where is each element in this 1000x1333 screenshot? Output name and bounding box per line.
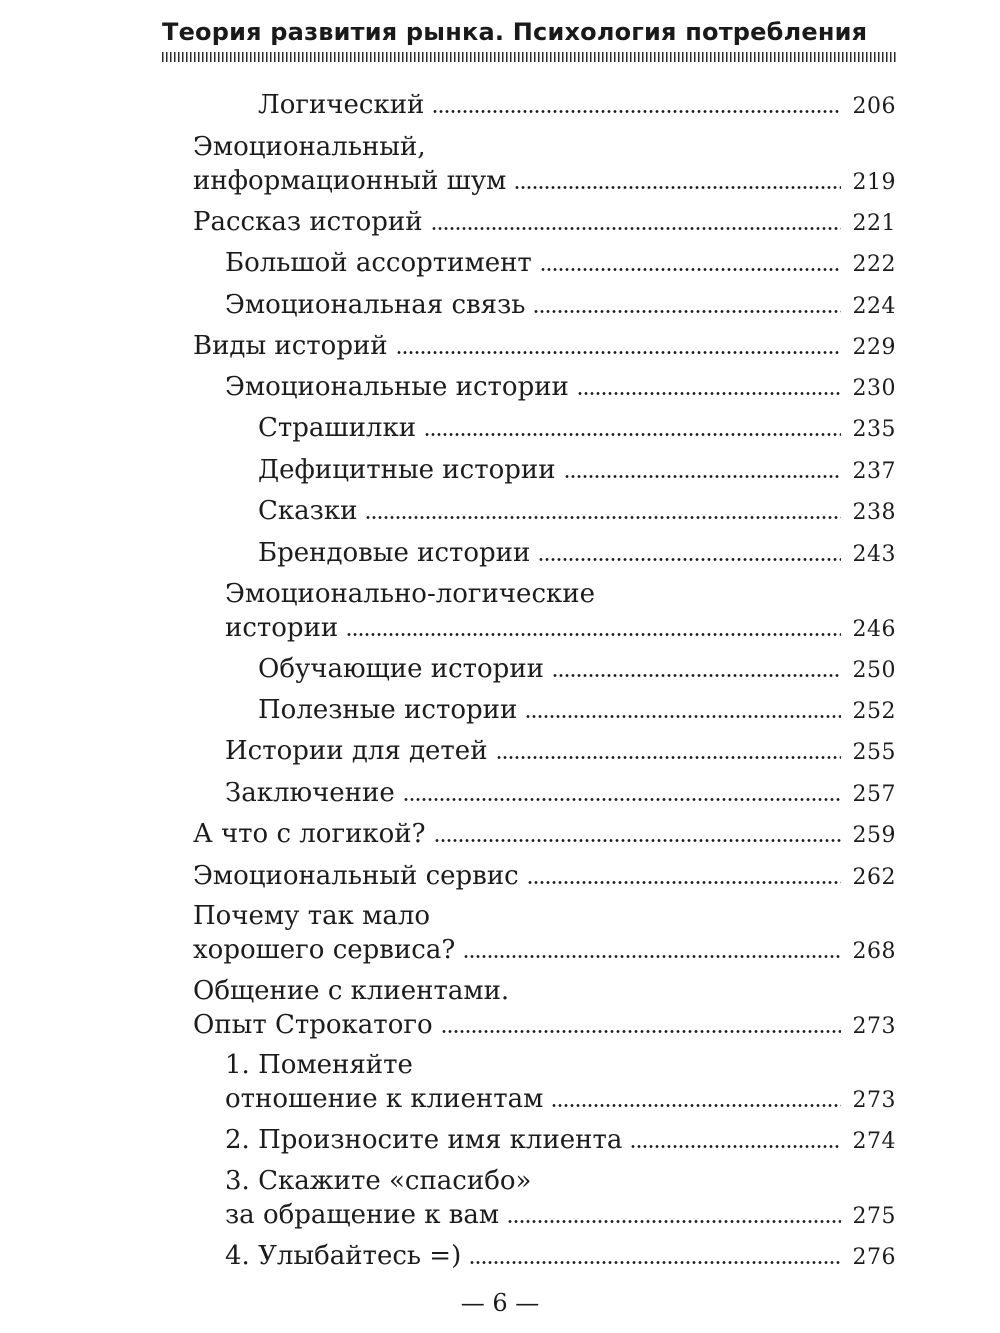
toc-entry-emotional-logical-stories	[225, 577, 896, 647]
toc-entry-page: 219	[852, 170, 896, 195]
toc-entry-scarcity-stories	[258, 453, 896, 489]
toc-entry-what-about-logic	[193, 817, 896, 853]
toc-entry-title: информационный шум	[193, 166, 507, 196]
toc-entry-title: Обучающие истории	[258, 654, 544, 684]
toc-entry-title: Опыт Строкатого	[193, 1010, 433, 1040]
toc-entry-page: 273	[852, 1088, 896, 1113]
toc-leader-dots	[533, 310, 840, 313]
toc-entry-client-communication	[193, 974, 896, 1044]
toc-leader-dots	[365, 516, 840, 519]
toc-entry-emotional-noise	[193, 130, 896, 200]
toc-entry-title: 2. Произносите имя клиента	[225, 1125, 623, 1155]
toc-entry-title: за обращение к вам	[225, 1200, 500, 1230]
toc-entry-title-line1: 3. Скажите «спасибо»	[225, 1166, 532, 1196]
toc-entry-story-types	[193, 329, 896, 365]
toc-leader-dots	[424, 433, 840, 436]
toc-entry-title-line1: Общение с клиентами.	[193, 976, 510, 1006]
toc-leader-dots	[630, 1145, 840, 1148]
toc-entry-title: 4. Улыбайтесь =)	[225, 1241, 462, 1271]
toc-entry-title: Истории для детей	[225, 736, 488, 766]
toc-entry-title: отношение к клиентам	[225, 1084, 544, 1114]
toc-entry-emotional-stories	[225, 370, 896, 406]
toc-leader-dots	[441, 1030, 841, 1033]
toc-leader-dots	[538, 558, 840, 561]
toc-entry-title-line1: Эмоционально-логические	[225, 579, 595, 609]
toc-entry-page: 257	[852, 782, 896, 807]
toc-leader-dots	[396, 351, 841, 354]
toc-entry-brand-stories	[258, 536, 896, 572]
toc-entry-useful-stories	[258, 693, 896, 729]
header-title: Теория развития рынка. Психология потребления	[162, 18, 868, 46]
toc-entry-page: 221	[852, 211, 896, 236]
toc-leader-dots	[551, 1104, 840, 1107]
toc-entry-logical	[258, 88, 896, 124]
toc-leader-dots	[431, 227, 841, 230]
toc-entry-page: 229	[852, 335, 896, 360]
toc-leader-dots	[403, 798, 841, 801]
toc-entry-title: Виды историй	[193, 331, 388, 361]
toc-leader-dots	[432, 110, 840, 113]
toc-entry-title: Большой ассортимент	[225, 248, 532, 278]
toc-leader-dots	[434, 839, 841, 842]
toc-entry-storytelling	[193, 205, 896, 241]
toc-entry-page: 273	[852, 1014, 896, 1039]
toc-entry-page: 268	[852, 939, 896, 964]
toc-leader-dots	[346, 633, 840, 636]
toc-entry-title: А что с логикой?	[193, 819, 426, 849]
toc-leader-dots	[577, 392, 841, 395]
toc-entry-title: Эмоциональная связь	[225, 290, 526, 320]
toc-entry-fairy-tales	[258, 494, 896, 530]
toc-entry-title-line1: 1. Поменяйте	[225, 1050, 413, 1080]
toc-leader-dots	[527, 881, 841, 884]
toc-entry-page: 222	[852, 252, 896, 277]
toc-entry-title: Дефицитные истории	[258, 455, 556, 485]
toc-entry-page: 250	[852, 658, 896, 683]
toc-entry-page: 243	[852, 542, 896, 567]
toc-entry-title: Эмоциональный сервис	[193, 861, 519, 891]
toc-entry-page: 274	[852, 1129, 896, 1154]
toc-entry-title: истории	[225, 613, 339, 643]
toc-entry-scary-stories	[258, 411, 896, 447]
toc-entry-title: Сказки	[258, 496, 358, 526]
toc-entry-title: хорошего сервиса?	[193, 935, 456, 965]
toc-entry-title: Логический	[258, 90, 425, 120]
toc-entry-title: Полезные истории	[258, 695, 518, 725]
toc-entry-stories-for-children	[225, 734, 896, 770]
toc-leader-dots	[525, 715, 840, 718]
toc-entry-page: 235	[852, 417, 896, 442]
toc-entry-page: 252	[852, 699, 896, 724]
toc-leader-dots	[564, 475, 841, 478]
toc-leader-dots	[514, 186, 840, 189]
toc-entry-page: 224	[852, 294, 896, 319]
toc-entry-educational-stories	[258, 652, 896, 688]
toc-entry-emotional-service	[193, 859, 896, 895]
toc-leader-dots	[469, 1261, 840, 1264]
toc-entry-conclusion	[225, 776, 896, 812]
toc-entry-title: Страшилки	[258, 413, 417, 443]
toc-entry-page: 246	[852, 617, 896, 642]
toc-entry-large-assortment	[225, 246, 896, 282]
toc-entry-page: 262	[852, 865, 896, 890]
toc-entry-page: 206	[852, 94, 896, 119]
toc-entry-page: 276	[852, 1245, 896, 1270]
toc-entry-page: 255	[852, 740, 896, 765]
toc-entry-page: 275	[852, 1204, 896, 1229]
toc-entry-title-line1: Эмоциональный,	[193, 132, 426, 162]
toc-leader-dots	[507, 1220, 840, 1223]
page-number: — 6 —	[460, 1289, 540, 1317]
toc-entry-emotional-connection	[225, 288, 896, 324]
toc-leader-dots	[540, 268, 841, 271]
toc-entry-title: Заключение	[225, 778, 395, 808]
toc-entry-say-client-name	[225, 1123, 896, 1159]
toc-entry-page: 238	[852, 500, 896, 525]
toc-entry-title-line1: Почему так мало	[193, 901, 430, 931]
toc-leader-dots	[496, 756, 841, 759]
toc-entry-say-thank-you	[225, 1164, 896, 1234]
toc-leader-dots	[463, 955, 840, 958]
toc-leader-dots	[552, 674, 841, 677]
toc-entry-page: 259	[852, 823, 896, 848]
toc-entry-page: 230	[852, 376, 896, 401]
toc-entry-title: Эмоциональные истории	[225, 372, 569, 402]
toc-entry-change-attitude	[225, 1048, 896, 1118]
toc-entry-why-so-little-service	[193, 899, 896, 969]
toc-entry-title: Брендовые истории	[258, 538, 531, 568]
toc-entry-page: 237	[852, 459, 896, 484]
toc-entry-title: Рассказ историй	[193, 207, 423, 237]
toc-entry-smile	[225, 1239, 896, 1275]
